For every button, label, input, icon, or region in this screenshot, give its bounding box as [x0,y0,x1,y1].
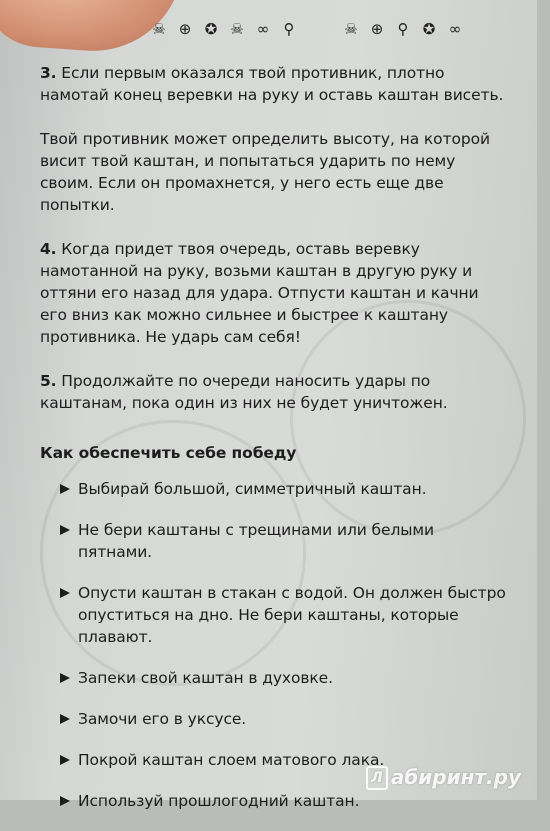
section-title: Как обеспечить себе победу [40,444,297,462]
compass-icon: ⊕ [178,20,192,38]
step-text: Если первым оказался твой противник, плотно намотай конец веревки на руку и оставь каштан висеть. [40,64,504,104]
triangle-bullet-icon [60,714,70,724]
step-paragraph [40,238,510,348]
watermark-text: абиринт.ру [390,765,521,789]
step-paragraph [40,370,510,414]
skull-icon: ☠ [152,20,166,38]
bicycle-icon: ⚲ [283,20,295,38]
step-number: 3. [40,64,57,82]
rope-icon: ∞ [448,20,462,38]
watermark [366,765,521,790]
tip-text: Опусти каштан в стакан с водой. Он должен быстро опуститься на дно. Не бери каштаны, которые плавают. [78,584,506,646]
list-item [60,667,510,689]
header-icon-strip [150,14,550,44]
rope-icon: ∞ [256,20,270,38]
list-item [60,708,510,730]
triangle-bullet-icon [60,588,70,598]
step-paragraph [40,128,510,216]
step-paragraph [40,62,510,106]
tips-list [40,478,510,812]
step-text: Твой противник может определить высоту, на которой висит твой каштан, и попытаться ударить по нему своим. Если он промахнется, у него есть еще две попытки. [40,130,490,214]
triangle-bullet-icon [60,755,70,765]
tip-text: Замочи его в уксусе. [78,710,247,728]
tip-text: Используй прошлогодний каштан. [78,792,360,810]
list-item [60,790,510,812]
tip-text: Не бери каштаны с трещинами или белыми пятнами. [78,521,434,561]
main-content [40,62,510,831]
compass-icon: ✪ [422,20,436,38]
skull-icon: ☠ [230,20,244,38]
triangle-bullet-icon [60,484,70,494]
step-text: Продолжайте по очереди наносить удары по каштанам, пока один из них не будет уничтожен. [40,372,448,412]
bicycle-icon: ⚲ [397,20,409,38]
labirint-logo-icon: Л [366,766,388,790]
tip-text: Выбирай большой, симметричный каштан. [78,480,427,498]
tip-text: Покрой каштан слоем матового лака. [78,751,385,769]
list-item [60,478,510,500]
compass-icon: ✪ [204,20,218,38]
skull-icon: ☠ [344,20,358,38]
step-number: 4. [40,240,57,258]
triangle-bullet-icon [60,796,70,806]
triangle-bullet-icon [60,673,70,683]
step-number: 5. [40,372,57,390]
compass-icon: ⊕ [370,20,384,38]
list-item [60,519,510,563]
list-item [60,582,510,648]
tip-text: Запеки свой каштан в духовке. [78,669,333,687]
triangle-bullet-icon [60,525,70,535]
step-text: Когда придет твоя очередь, оставь веревку намотанной на руку, возьми каштан в другую руку и оттяни его назад для удара. Отпусти каштан и качни его вниз как можно сильнее и быстрее к каштану противника. Не ударь сам себя! [40,240,479,346]
